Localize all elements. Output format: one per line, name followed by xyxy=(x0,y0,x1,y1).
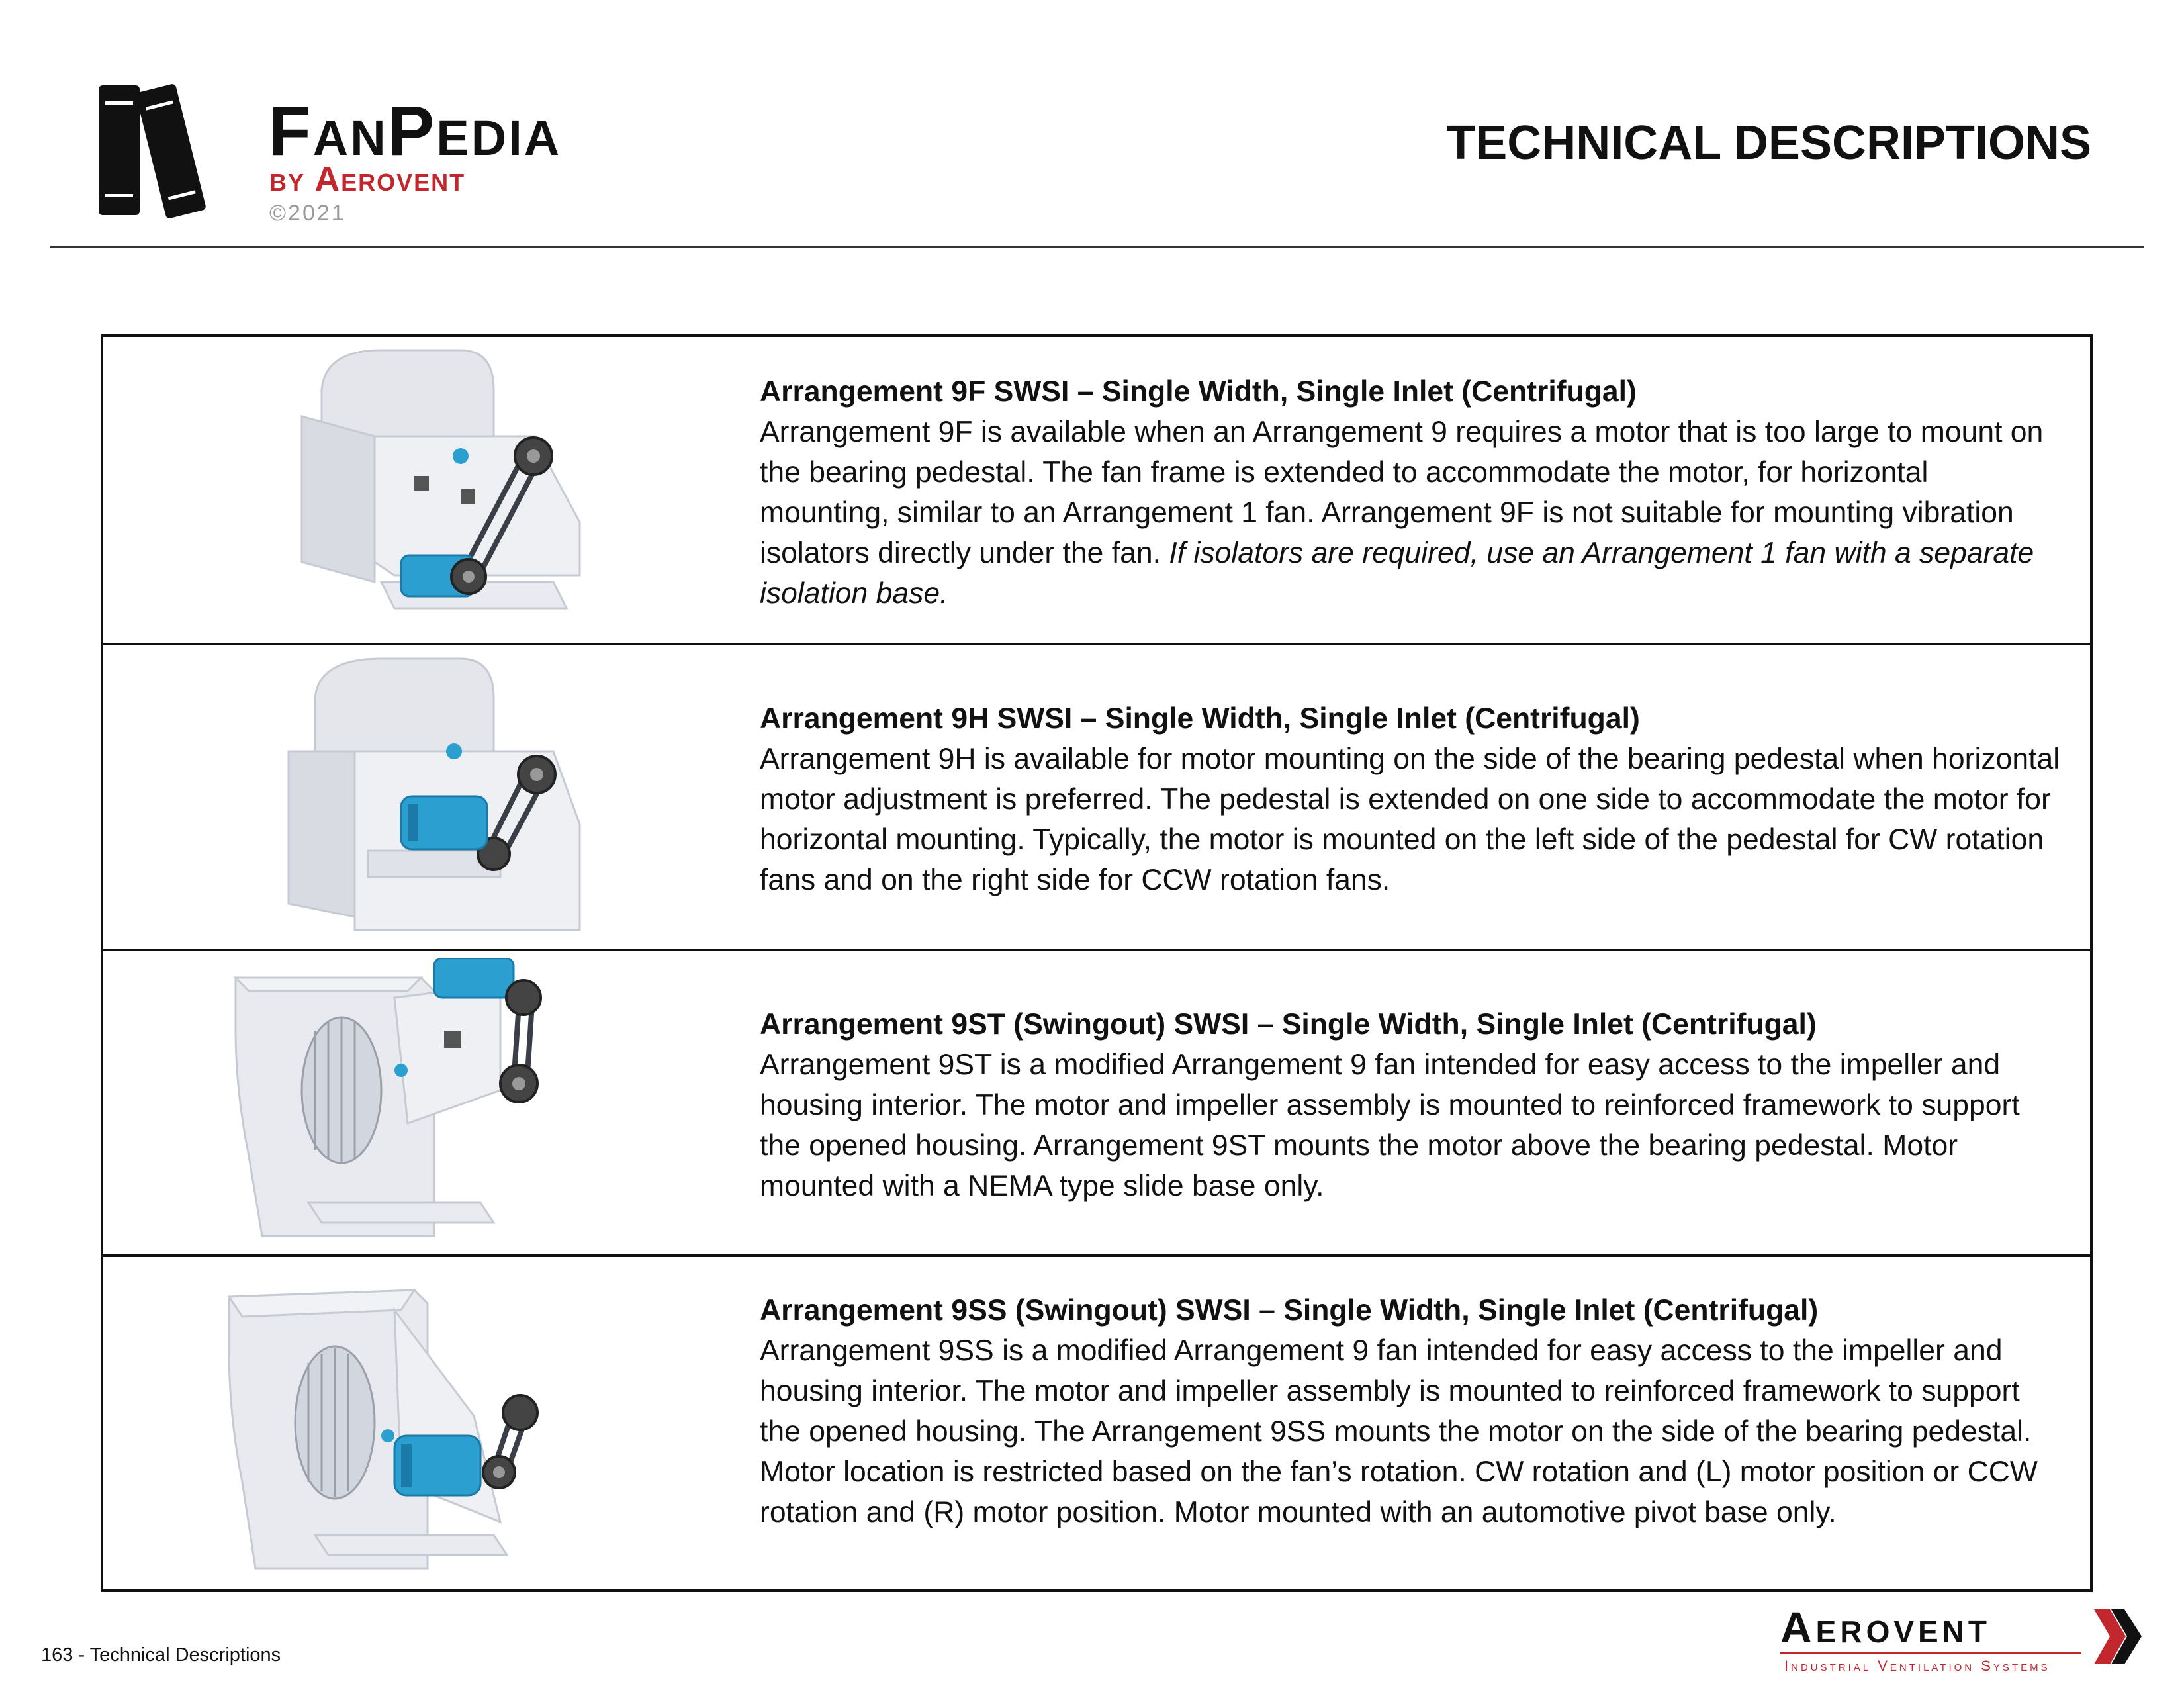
arrangement-description: Arrangement 9F is available when an Arrangement 9 requires a motor that is too large to mount on the bearing pedestal. The fan frame is extended to accommodate the motor, for horizontal mounting, similar to an Arrangement 1 fan. Arrangement 9F is not suitable for mounting vibration isolators directly under the fan. If isolators are required, use an Arrangement 1 fan with a separate isolation base. xyxy=(760,416,2044,610)
arrangements-table xyxy=(101,334,2093,1592)
arrangement-9st-fan-illustration xyxy=(183,958,725,1249)
brand-wordmark: Aerovent xyxy=(1780,1603,1991,1652)
row-text xyxy=(760,698,2064,900)
brand-divider xyxy=(1780,1652,2081,1654)
logo-wordmark: FanPedia xyxy=(268,92,562,170)
row-text xyxy=(760,1004,2064,1206)
arrangement-title: Arrangement 9ST (Swingout) SWSI – Single Width, Single Inlet (Centrifugal) xyxy=(760,1008,1817,1041)
italic-note: If isolators are required, use an Arrangement 1 fan with a separate isolation base. xyxy=(760,537,2034,610)
arrangement-description: Arrangement 9H is available for motor mounting on the side of the bearing pedestal when horizontal motor adjustment is preferred. The pedestal is extended on one side to accommodate the motor for horizontal mounting. Typically, the motor is mounted on the left side of the pedestal for CW rotation fans and on the right side for CCW rotation fans. xyxy=(760,743,2060,896)
table-row xyxy=(103,337,2090,643)
arrangement-description: Arrangement 9ST is a modified Arrangement 9 fan intended for easy access to the impeller and housing interior. The motor and impeller assembly is mounted to reinforced framework to support the opened housing. Arrangement 9ST mounts the motor above the bearing pedestal. Motor mounted with a NEMA type slide base only. xyxy=(760,1049,2020,1202)
double-chevron-icon xyxy=(2091,1605,2144,1668)
arrangement-9h-fan-illustration xyxy=(183,652,725,943)
books-icon xyxy=(96,76,248,222)
table-row xyxy=(103,643,2090,949)
arrangement-title: Arrangement 9H SWSI – Single Width, Single Inlet (Centrifugal) xyxy=(760,702,1640,735)
row-text xyxy=(760,371,2064,614)
arrangement-9f-fan-illustration xyxy=(183,344,725,635)
logo-byline: by Aerovent xyxy=(269,160,466,199)
brand-tagline: Industrial Ventilation Systems xyxy=(1784,1658,2050,1674)
arrangement-title: Arrangement 9F SWSI – Single Width, Single Inlet (Centrifugal) xyxy=(760,375,1637,408)
page-number-label: 163 - Technical Descriptions xyxy=(41,1644,281,1665)
aerovent-logo xyxy=(1780,1603,2151,1674)
arrangement-title: Arrangement 9SS (Swingout) SWSI – Single Width, Single Inlet (Centrifugal) xyxy=(760,1294,1819,1327)
arrangement-9ss-fan-illustration xyxy=(183,1270,725,1581)
table-row xyxy=(103,949,2090,1254)
arrangement-description: Arrangement 9SS is a modified Arrangement 9 fan intended for easy access to the impeller and housing interior. The motor and impeller assembly is mounted to reinforced framework to support the opened housing. The Arrangement 9SS mounts the motor on the side of the bearing pedestal. Motor location is restricted based on the fan’s rotation. CW rotation and (L) motor position or CCW rotation and (R) motor position. Motor mounted with an automotive pivot base only. xyxy=(760,1335,2038,1528)
header-divider xyxy=(50,246,2144,248)
table-row xyxy=(103,1254,2090,1592)
fanpedia-logo xyxy=(96,76,678,228)
logo-copyright: ©2021 xyxy=(269,201,346,226)
row-text xyxy=(760,1290,2064,1532)
page-title: TECHNICAL DESCRIPTIONS xyxy=(1446,117,2091,169)
